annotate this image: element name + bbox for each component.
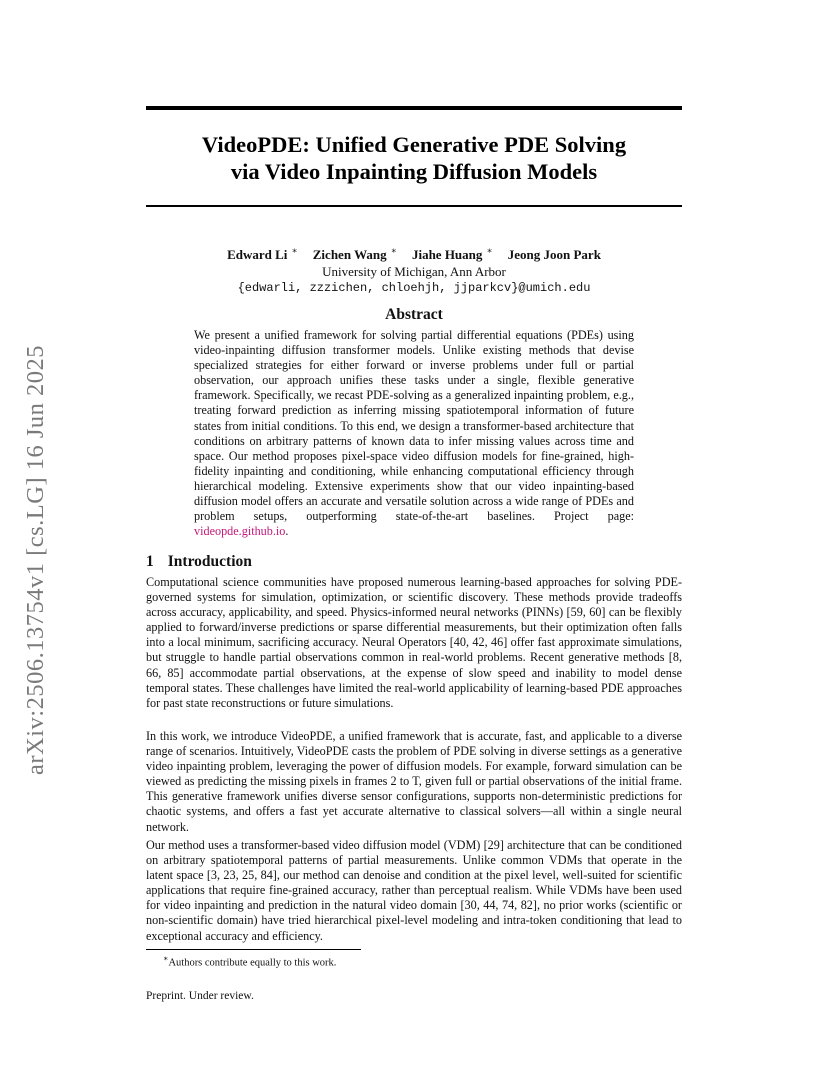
abstract-text: We present a unified framework for solving partial differential equations (PDEs) using video-inpainting diffusion transformer models. Unlike existing methods that devise specialized strategies for either forward or inverse problems under full or partial observation, our approach unifies these tasks under a single, flexible generative framework. Specifically, we recast PDE-solving as a generalized inpainting problem, e.g., treating forward prediction as inferring missing spatiotemporal information of future states from initial conditions. To this end, we design a transformer-based architecture that conditions on arbitrary patterns of known data to infer missing values across time and space. Our method proposes pixel-space video diffusion models for fine-grained, high-fidelity inpainting and conditioning, while enhancing computational efficiency through hierarchical modeling. Extensive experiments show that our video inpainting-based diffusion model offers an accurate and versatile solution across a wide range of PDEs and problem setups, outperforming state-of-the-art baselines. Project page: (194, 328, 634, 524)
title-line-2: via Video Inpainting Diffusion Models (230, 159, 598, 184)
footnote-rule (146, 949, 361, 950)
footnote (163, 954, 336, 969)
author-3 (408, 247, 493, 262)
affiliation: University of Michigan, Ann Arbor (322, 264, 506, 280)
intro-paragraph-3: Our method uses a transformer-based video diffusion model (VDM) [29] architecture that can be conditioned on arbitrary spatiotemporal patterns of partial measurements. Unlike common VDMs that operate in the latent space [3, 23, 25, 84], our method can denoise and condition at the pixel level, well-suited for scientific applications that require fine-grained accuracy, rather than perceptual realism. While VDMs have been used for video inpainting and prediction in the natural video domain [30, 44, 74, 82], no prior works (scientific or non-scientific domain) have tried hierarchical pixel-level modeling and intra-token conditioning that lead to exceptional accuracy and efficiency. (146, 838, 682, 943)
author-name: Jeong Joon Park (507, 247, 601, 263)
equal-contribution-mark: ∗ (486, 246, 493, 256)
abstract-body (194, 328, 634, 539)
title-line-1: VideoPDE: Unified Generative PDE Solving (201, 132, 627, 157)
intro-paragraph-1: Computational science communities have proposed numerous learning-based approaches for solving PDE-governed systems for simulation, optimization, or scientific discovery. These methods provide tradeoffs across accuracy, applicability, and speed. Physics-informed neural networks (PINNs) [59, 60] can be flexibly applied to forward/inverse predictions or sparse differential measurements, but their optimization often falls into a local minimum, sacrificing accuracy. Neural Operators [40, 42, 46] offer fast approximate simulations, but struggle to handle partial observations common in real-world problems. Recent generative methods [8, 66, 85] accommodate partial observations, at the expense of slow speed and inability to model dense temporal states. These challenges have limited the real-world applicability of learning-based PDE approaches for past state reconstructions or future simulations. (146, 575, 682, 710)
section-heading-introduction (146, 553, 252, 571)
author-name: Zichen Wang (312, 247, 387, 263)
title-bottom-rule (146, 205, 682, 207)
section-number: 1 (146, 553, 154, 570)
footnote-mark: ∗ (163, 954, 169, 963)
abstract-heading: Abstract (385, 306, 443, 323)
section-title: Introduction (167, 553, 252, 570)
author-emails: {edwarli, zzzichen, chloehjh, jjparkcv}@umich.edu (237, 281, 591, 296)
author-name: Edward Li (227, 247, 288, 263)
project-page-link[interactable]: videopde.github.io (194, 524, 286, 539)
paper-title (146, 131, 682, 185)
author-block (146, 243, 682, 297)
title-top-rule (146, 106, 682, 110)
footnote-text: Authors contribute equally to this work. (168, 957, 337, 969)
arxiv-identifier-stamp: arXiv:2506.13754v1 [cs.LG] 16 Jun 2025 (22, 344, 49, 775)
preprint-note: Preprint. Under review. (146, 990, 254, 1002)
author-1 (223, 247, 297, 262)
equal-contribution-mark: ∗ (291, 246, 298, 256)
abstract-end: . (285, 524, 289, 539)
author-names (146, 243, 682, 263)
author-4 (504, 247, 605, 262)
intro-paragraph-2: In this work, we introduce VideoPDE, a unified framework that is accurate, fast, and applicable to a diverse range of scenarios. Intuitively, VideoPDE casts the problem of PDE solving in diverse settings as a generative video inpainting problem, leveraging the power of diffusion models. For example, forward simulation can be viewed as predicting the missing pixels in frames 2 to T, given full or partial observations of the initial frame. This generative framework unifies diverse sensor configurations, supports non-deterministic predictions for chaotic systems, and offers a fast yet accurate alternative to classical solvers—all within a single neural network. (146, 729, 682, 834)
author-2 (309, 247, 397, 262)
author-name: Jiahe Huang (411, 247, 483, 263)
equal-contribution-mark: ∗ (390, 246, 397, 256)
